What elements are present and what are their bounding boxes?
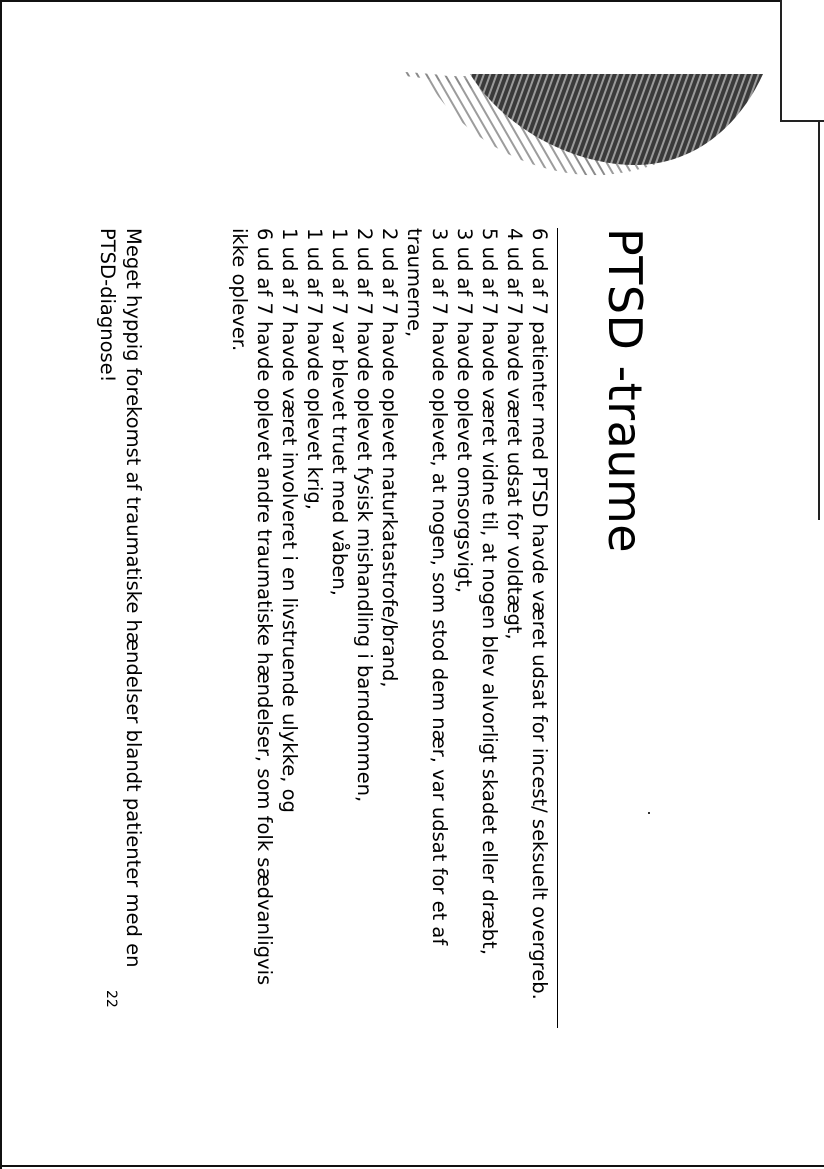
scan-border-bottom	[0, 1165, 824, 1167]
scan-edge-right	[818, 120, 820, 520]
list-item: 1 ud af 7 havde oplevet krig,	[303, 228, 326, 510]
list-item: 3 ud af 7 havde oplevet, at nogen, som stod dem nær, var udsat for et af traumerne,	[403, 228, 451, 946]
statistics-list	[227, 228, 552, 1028]
list-item: 4 ud af 7 havde været udsat for voldtægt,	[503, 228, 526, 640]
scan-border-left	[0, 0, 2, 1169]
page-number: 22	[103, 990, 119, 1008]
list-item: 3 ud af 7 havde oplevet omsorgsvigt,	[453, 228, 476, 594]
list-item: 6 ud af 7 havde oplevet andre traumatiske hændelser, som folk sædvanligvis ikke oplever.	[228, 228, 276, 986]
list-item: 5 ud af 7 havde været vidne til, at nogen blev alvorligt skadet eller dræbt,	[478, 228, 501, 956]
title-underline	[557, 228, 558, 1028]
slide-title: PTSD -traume	[598, 228, 652, 554]
list-item: 6 ud af 7 patienter med PTSD havde været udsat for incest/ seksuelt overgreb.	[528, 228, 551, 1000]
list-item: 1 ud af 7 havde været involveret i en livstruende ulykke, og	[278, 228, 301, 813]
list-item: 1 ud af 7 var blevet truet med våben,	[328, 228, 351, 596]
list-item: 2 ud af 7 havde oplevet fysisk mishandling i barndommen,	[353, 228, 376, 803]
conclusion-text: Meget hyppig forekomst af traumatiske hændelser blandt patienter med en PTSD-diagnose!	[96, 228, 145, 968]
decorative-arc-graphic	[395, 70, 775, 180]
slide-rotated	[20, 220, 660, 1120]
list-item: 2 ud af 7 havde oplevet naturkatastrofe/brand,	[378, 228, 401, 688]
scan-notch	[780, 0, 824, 122]
scan-border-top	[0, 0, 824, 2]
